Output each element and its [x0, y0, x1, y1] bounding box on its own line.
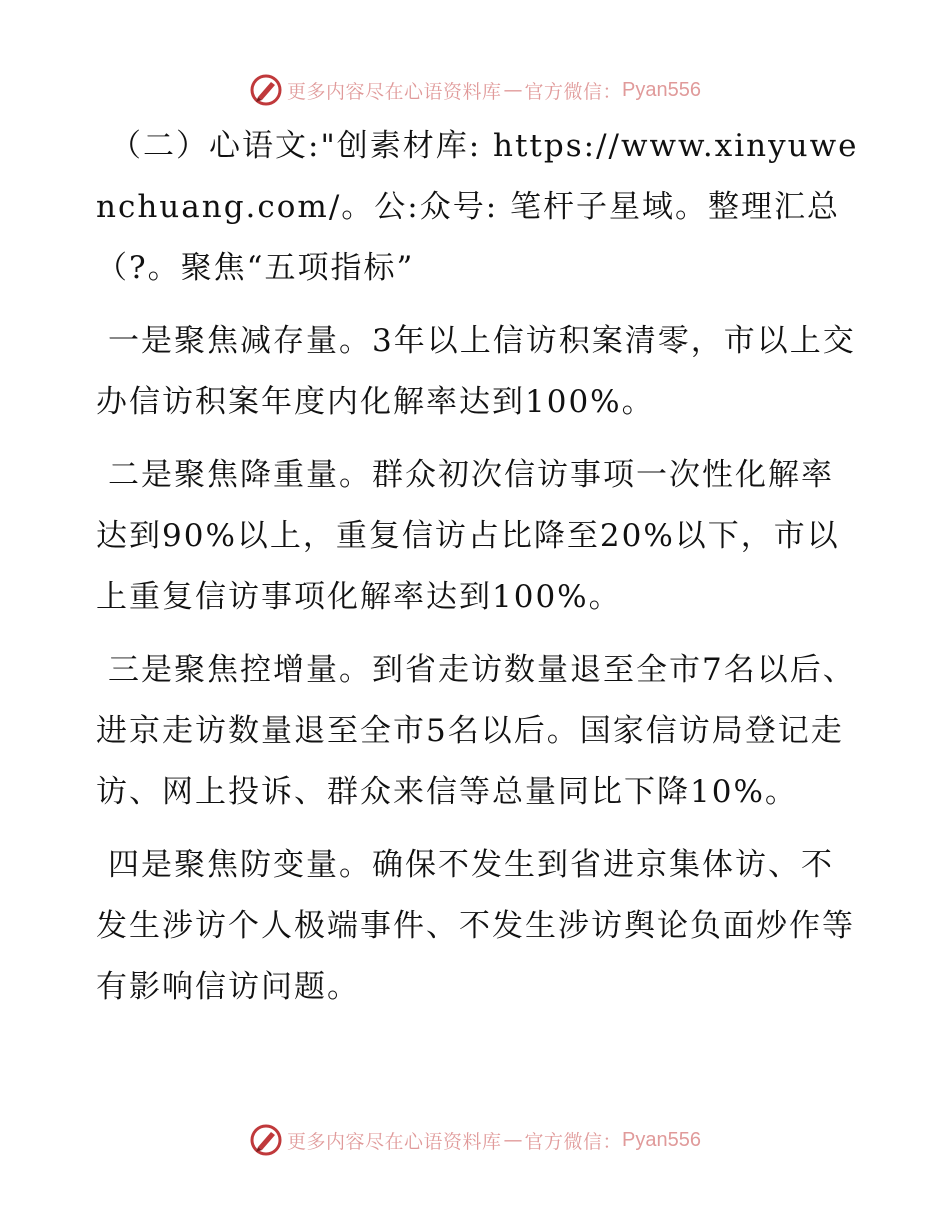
- banner-separator: —: [503, 1129, 523, 1151]
- banner-text: 更多内容尽在心语资料库: [287, 1130, 502, 1153]
- pen-logo-icon: [249, 73, 283, 107]
- banner-id: Pyan556: [622, 1128, 701, 1151]
- banner-separator: —: [503, 79, 523, 101]
- pen-logo-icon: [249, 1123, 283, 1157]
- paragraph-reduce-repeat: 二是聚焦降重量。群众初次信访事项一次性化解率达到90%以上，重复信访占比降至20%以下，市以上重复信访事项化解率达到100%。: [96, 457, 840, 615]
- document-body: [96, 116, 866, 1030]
- paragraph-prevent-change: 四是聚焦防变量。确保不发生到省进京集体访、不发生涉访个人极端事件、不发生涉访舆论负面炒作等有影响信访问题。: [96, 847, 855, 1005]
- paragraph-reduce-stock: 一是聚焦减存量。3年以上信访积案清零，市以上交办信访积案年度内化解率达到100%。: [96, 323, 856, 420]
- header-watermark-banner: [0, 70, 950, 110]
- banner-text: 更多内容尽在心语资料库: [287, 80, 502, 103]
- banner-label: 官方微信：: [524, 1130, 623, 1153]
- banner-id: Pyan556: [622, 78, 701, 101]
- banner-label: 官方微信：: [524, 80, 623, 103]
- footer-watermark-banner: [0, 1120, 950, 1160]
- paragraph-heading: （二）心语文:"创素材库: https://www.xinyuwenchuang.com/。公:众号: 笔杆子星域。整理汇总（?。聚焦“五项指标”: [96, 128, 859, 286]
- paragraph-control-increase: 三是聚焦控增量。到省走访数量退至全市7名以后、进京走访数量退至全市5名以后。国家信访局登记走访、网上投诉、群众来信等总量同比下降10%。: [96, 652, 856, 810]
